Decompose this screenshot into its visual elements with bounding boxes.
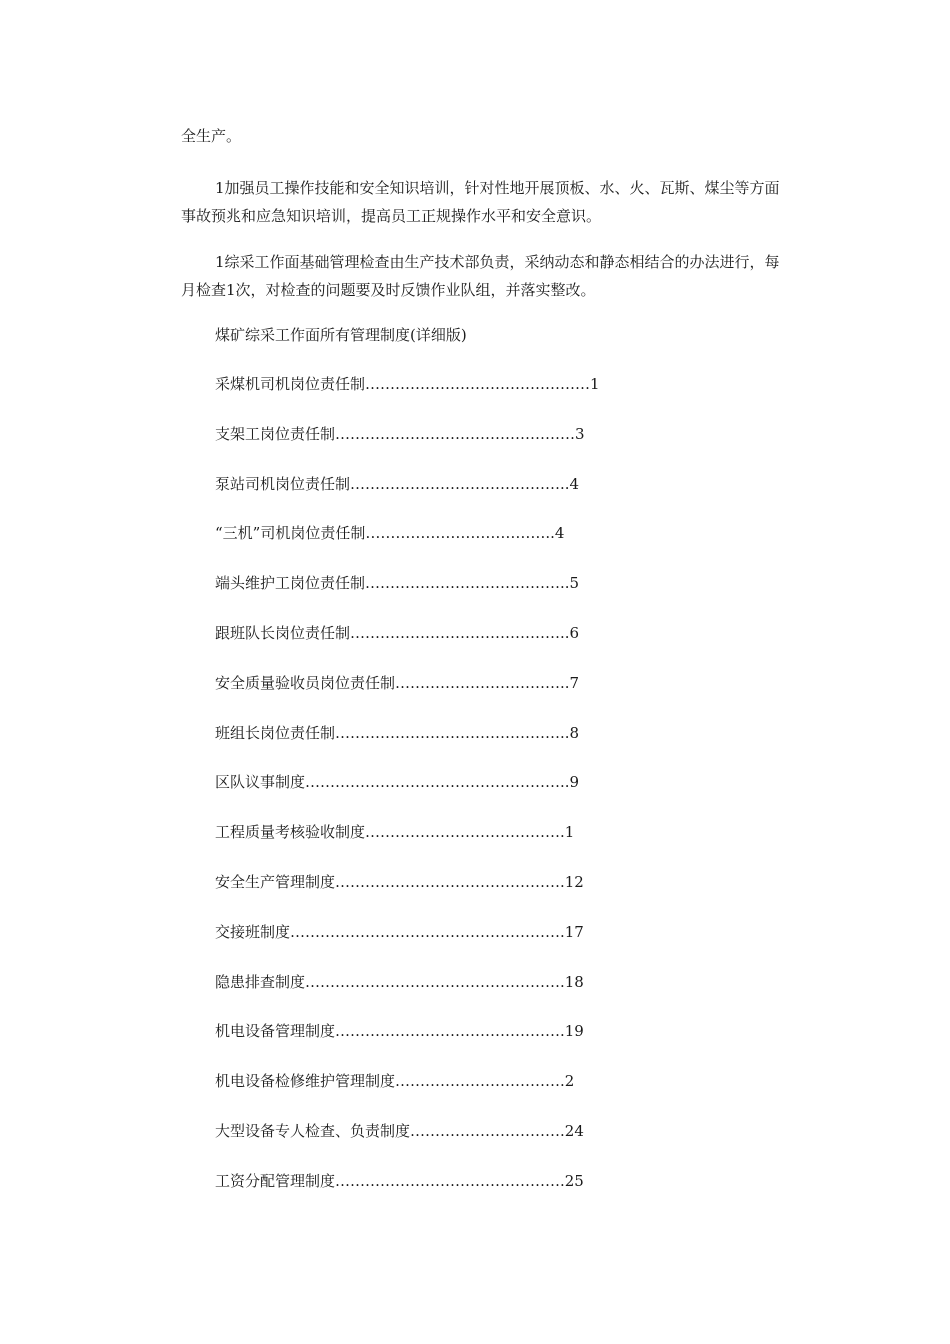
toc-item: 跟班队长岗位责任制……………………………………..6 <box>215 623 580 642</box>
paragraph-continuation: 全生产。 <box>181 127 242 145</box>
toc-item: “三机”司机岗位责任制………………………………..4 <box>215 524 565 543</box>
table-of-contents <box>215 370 600 1217</box>
toc-item: 班组长岗位责任制………………………………………..8 <box>215 723 580 742</box>
toc-item: 机电设备管理制度……………………………………….19 <box>215 1022 584 1041</box>
paragraph-training: 1加强员工操作技能和安全知识培训，针对性地开展顶板、水、火、瓦斯、煤尘等方面事故预兆和应急知识培训，提高员工正规操作水平和安全意识。 <box>181 179 780 225</box>
toc-item: 交接班制度……………………………………………….17 <box>215 922 584 941</box>
toc-title: 煤矿综采工作面所有管理制度(详细版) <box>215 326 467 344</box>
toc-item: 区队议事制度……………………………………………..9 <box>215 773 580 792</box>
toc-item: 端头维护工岗位责任制…………………………………..5 <box>215 574 580 593</box>
toc-item: 大型设备专人检查、负责制度………………………….24 <box>215 1121 584 1140</box>
toc-item: 支架工岗位责任制…………………………………………3 <box>215 424 585 443</box>
toc-item: 工资分配管理制度……………………………………….25 <box>215 1171 584 1190</box>
toc-item: 机电设备检修维护管理制度…………………………….2 <box>215 1072 575 1091</box>
toc-item: 安全生产管理制度……………………………………….12 <box>215 872 584 891</box>
toc-item: 工程质量考核验收制度………………………………….1 <box>215 823 575 842</box>
toc-item: 安全质量验收员岗位责任制……………………………..7 <box>215 673 580 692</box>
paragraph-inspection: 1综采工作面基础管理检查由生产技术部负责，采纳动态和静态相结合的办法进行，每月检查1次，对检查的问题要及时反馈作业队组，并落实整改。 <box>181 253 780 299</box>
toc-item: 隐患排查制度…………………………………………….18 <box>215 972 584 991</box>
toc-item: 泵站司机岗位责任制……………………………………..4 <box>215 474 580 493</box>
toc-item: 采煤机司机岗位责任制………………………………………1 <box>215 375 600 393</box>
